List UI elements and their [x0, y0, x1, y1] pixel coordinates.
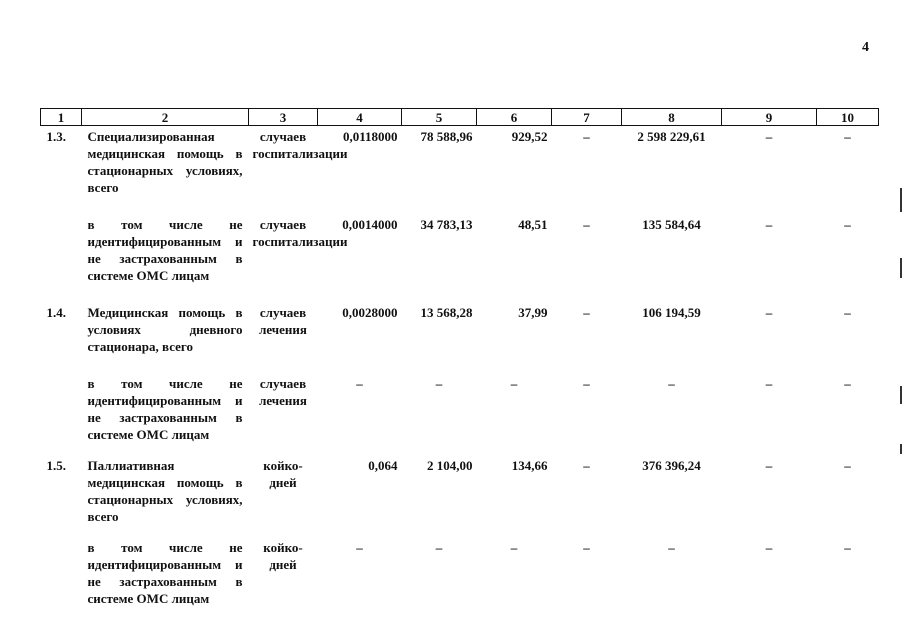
- scan-edge-mark: [900, 258, 902, 278]
- column-header-9: 9: [722, 109, 817, 126]
- row-value-6: 929,52: [511, 129, 548, 144]
- row-name: в том числе не идентифицированным и не застрахованным в системе ОМС лицам: [87, 217, 243, 283]
- row-value-6: 37,99: [518, 305, 548, 320]
- column-header-7: 7: [552, 109, 622, 126]
- row-value-10: –: [844, 305, 851, 320]
- row-spacer: [41, 284, 879, 302]
- row-unit: случаев госпитализации: [252, 217, 348, 249]
- row-name: Специализированная медицинская помощь в стационарных условиях, всего: [87, 129, 243, 195]
- row-value-4: –: [356, 376, 363, 391]
- table-row: [41, 214, 879, 284]
- row-value-10: –: [844, 217, 851, 232]
- row-spacer: [41, 443, 879, 455]
- column-header-4: 4: [318, 109, 402, 126]
- table-row: [41, 373, 879, 443]
- row-value-4: 0,064: [368, 458, 398, 473]
- row-value-8: –: [668, 540, 675, 555]
- row-value-6: –: [510, 540, 518, 555]
- table-row: [41, 126, 879, 197]
- row-spacer: [41, 355, 879, 373]
- row-unit: случаев лечения: [259, 305, 307, 337]
- row-value-7: –: [583, 458, 590, 473]
- row-number: [41, 214, 82, 284]
- row-value-4: 0,0028000: [342, 305, 398, 320]
- table-row: [41, 302, 879, 355]
- row-unit: случаев госпитализации: [252, 129, 348, 161]
- row-value-7: –: [583, 540, 590, 555]
- row-value-9: –: [765, 376, 773, 391]
- row-number: 1.3.: [46, 129, 66, 144]
- row-value-5: 78 588,96: [420, 129, 473, 144]
- column-header-10: 10: [817, 109, 879, 126]
- row-value-8: 2 598 229,61: [637, 129, 706, 144]
- row-value-5: –: [435, 540, 443, 555]
- row-unit: случаев лечения: [259, 376, 307, 408]
- page-number: 4: [862, 40, 869, 55]
- row-number: 1.4.: [46, 305, 66, 320]
- row-value-5: –: [435, 376, 443, 391]
- row-name: в том числе не идентифицированным и не застрахованным в системе ОМС лицам: [87, 376, 243, 442]
- row-value-8: 135 584,64: [642, 217, 701, 232]
- column-header-5: 5: [402, 109, 477, 126]
- row-value-7: –: [583, 129, 590, 144]
- row-value-9: –: [765, 129, 773, 144]
- row-value-8: –: [668, 376, 675, 391]
- table-row: [41, 455, 879, 525]
- column-header-3: 3: [249, 109, 318, 126]
- row-value-6: –: [510, 376, 518, 391]
- column-number-header-row: [41, 109, 879, 126]
- row-value-6: 134,66: [511, 458, 548, 473]
- row-value-10: –: [844, 376, 851, 391]
- row-name: Медицинская помощь в условиях дневного стационара, всего: [87, 305, 243, 354]
- column-header-1: 1: [41, 109, 82, 126]
- row-number: [41, 537, 82, 607]
- table-row: [41, 537, 879, 607]
- row-name: в том числе не идентифицированным и не застрахованным в системе ОМС лицам: [87, 540, 243, 606]
- row-spacer: [41, 525, 879, 537]
- column-header-2: 2: [82, 109, 249, 126]
- row-value-5: 2 104,00: [427, 458, 473, 473]
- medical-care-table: [40, 108, 879, 607]
- row-value-8: 106 194,59: [642, 305, 701, 320]
- row-number: [41, 373, 82, 443]
- row-value-8: 376 396,24: [642, 458, 701, 473]
- row-value-5: 34 783,13: [420, 217, 473, 232]
- row-value-4: 0,0014000: [342, 217, 398, 232]
- column-header-6: 6: [477, 109, 552, 126]
- row-value-9: –: [765, 305, 773, 320]
- row-value-10: –: [844, 540, 851, 555]
- scan-edge-mark: [900, 444, 902, 454]
- row-value-4: 0,0118000: [342, 129, 398, 144]
- row-value-10: –: [844, 458, 851, 473]
- row-value-9: –: [765, 458, 773, 473]
- row-spacer: [41, 196, 879, 214]
- scan-edge-mark: [900, 188, 902, 212]
- row-unit: койко-дней: [263, 458, 303, 490]
- scan-edge-mark: [900, 386, 902, 404]
- row-value-4: –: [356, 540, 363, 555]
- row-value-6: 48,51: [518, 217, 548, 232]
- row-value-10: –: [844, 129, 851, 144]
- row-value-9: –: [765, 217, 773, 232]
- row-value-5: 13 568,28: [420, 305, 473, 320]
- row-name: Паллиативная медицинская помощь в стационарных условиях, всего: [87, 458, 243, 524]
- column-header-8: 8: [622, 109, 722, 126]
- row-unit: койко-дней: [263, 540, 303, 572]
- row-value-7: –: [583, 217, 590, 232]
- row-value-7: –: [583, 305, 590, 320]
- row-number: 1.5.: [46, 458, 66, 473]
- row-value-7: –: [583, 376, 590, 391]
- row-value-9: –: [765, 540, 773, 555]
